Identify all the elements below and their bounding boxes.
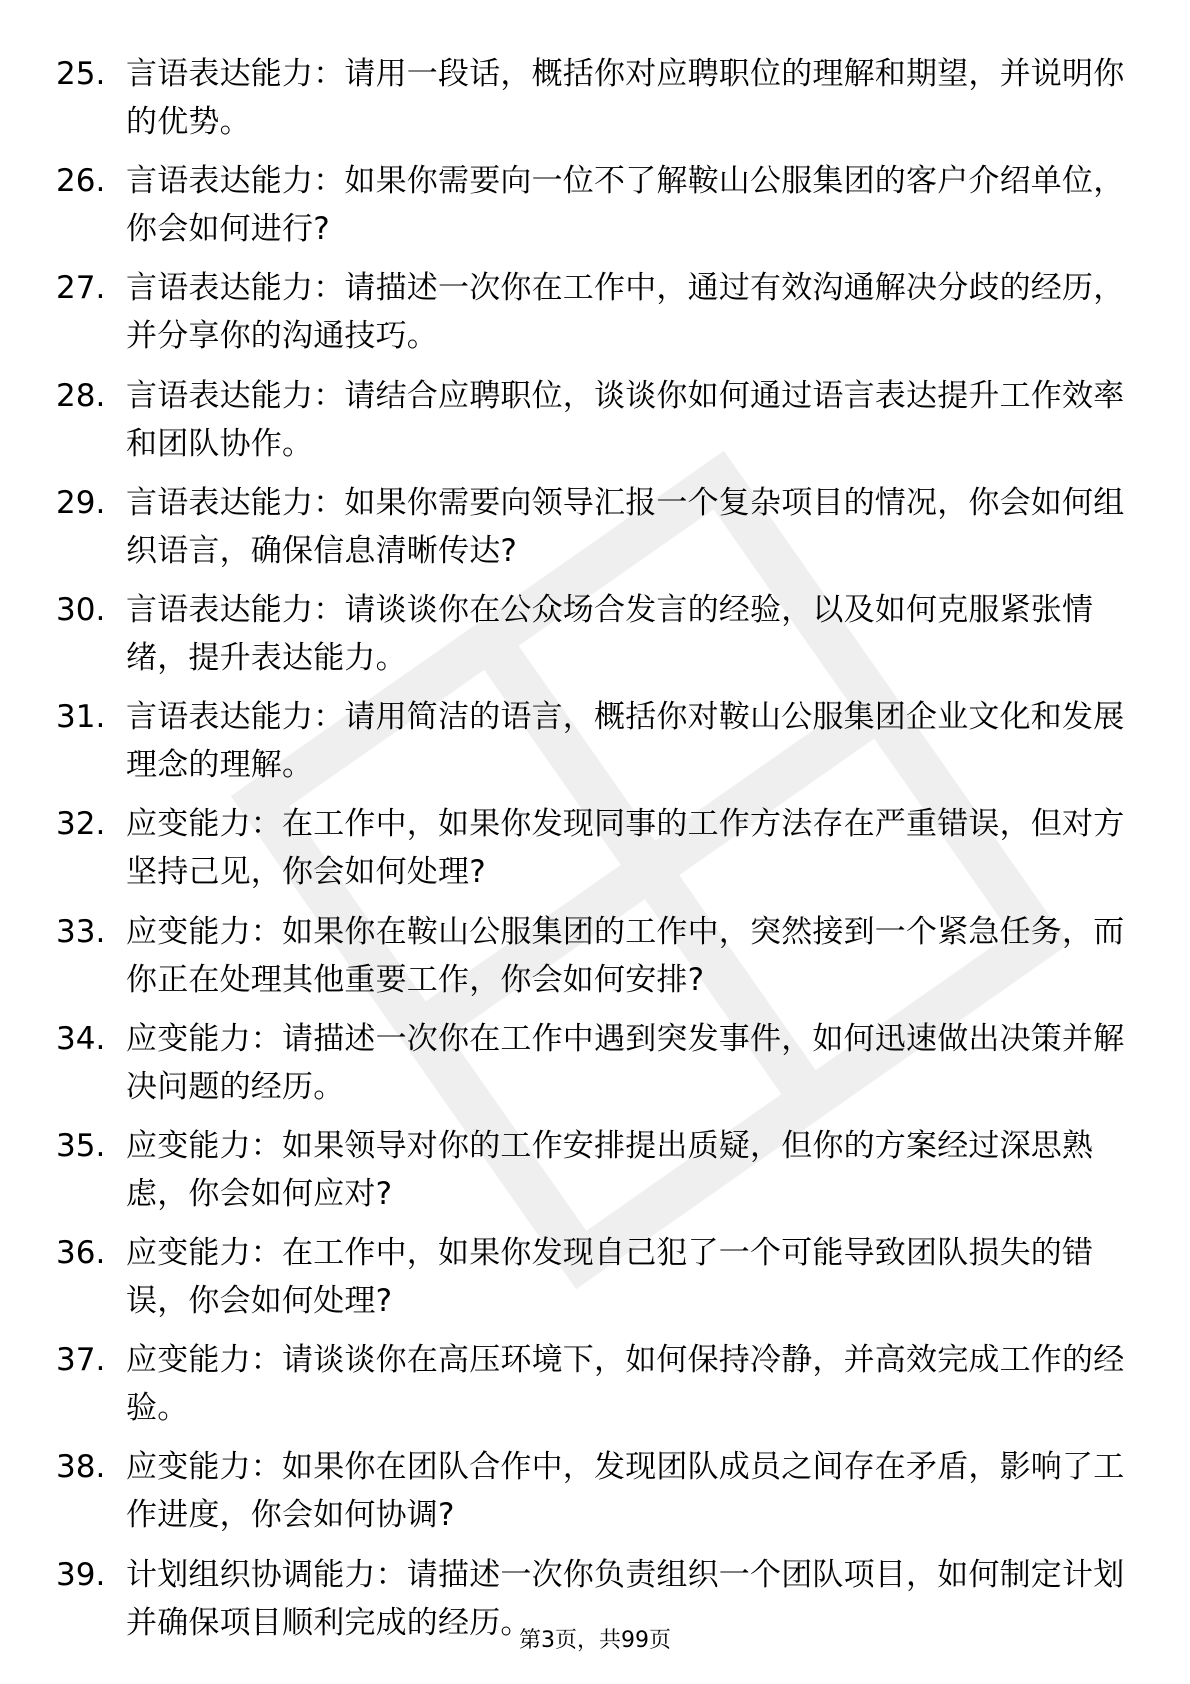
question-item [0,908,1190,1015]
question-number: 31. [56,699,106,736]
question-text: 言语表达能力：如果你需要向一位不了解鞍山公服集团的客户介绍单位，你会如何进行? [126,163,1125,248]
question-item [0,800,1190,907]
question-number: 26. [56,163,106,200]
question-item [0,157,1190,264]
question-text: 应变能力：如果领导对你的工作安排提出质疑，但你的方案经过深思熟虑，你会如何应对? [126,1127,1094,1212]
question-item [0,479,1190,586]
question-number: 36. [56,1235,106,1272]
question-item [0,1229,1190,1336]
question-item [0,1015,1190,1122]
question-item [0,1122,1190,1229]
question-number: 34. [56,1020,106,1057]
question-text: 言语表达能力：请用简洁的语言，概括你对鞍山公服集团企业文化和发展理念的理解。 [126,699,1125,784]
page-number: 第3页，共99页 [519,1628,671,1653]
question-text: 应变能力：在工作中，如果你发现自己犯了一个可能导致团队损失的错误，你会如何处理? [126,1235,1094,1320]
question-number: 32. [56,806,106,843]
question-text: 应变能力：在工作中，如果你发现同事的工作方法存在严重错误，但对方坚持己见，你会如何处理? [126,806,1125,891]
question-text: 言语表达能力：请描述一次你在工作中，通过有效沟通解决分歧的经历，并分享你的沟通技巧。 [126,270,1125,355]
question-text: 应变能力：请谈谈你在高压环境下，如何保持冷静，并高效完成工作的经验。 [126,1342,1125,1427]
question-text: 应变能力：请描述一次你在工作中遇到突发事件，如何迅速做出决策并解决问题的经历。 [126,1020,1125,1105]
question-number: 29. [56,484,106,521]
question-text: 言语表达能力：请结合应聘职位，谈谈你如何通过语言表达提升工作效率和团队协作。 [126,377,1125,462]
question-number: 38. [56,1449,106,1486]
question-item [0,1336,1190,1443]
question-text: 言语表达能力：如果你需要向领导汇报一个复杂项目的情况，你会如何组织语言，确保信息清晰传达? [126,484,1125,569]
question-item [0,50,1190,157]
question-item [0,372,1190,479]
question-text: 应变能力：如果你在团队合作中，发现团队成员之间存在矛盾，影响了工作进度，你会如何协调? [126,1449,1125,1534]
question-number: 33. [56,913,106,950]
question-item [0,586,1190,693]
question-text: 应变能力：如果你在鞍山公服集团的工作中，突然接到一个紧急任务，而你正在处理其他重要工作，你会如何安排? [126,913,1125,998]
question-number: 37. [56,1342,106,1379]
question-text: 计划组织协调能力：请描述一次你负责组织一个团队项目，如何制定计划并确保项目顺利完成的经历。 [126,1556,1125,1641]
question-item [0,693,1190,800]
question-number: 28. [56,377,106,414]
question-text: 言语表达能力：请用一段话，概括你对应聘职位的理解和期望，并说明你的优势。 [126,56,1125,140]
question-text: 言语表达能力：请谈谈你在公众场合发言的经验，以及如何克服紧张情绪，提升表达能力。 [126,591,1094,676]
question-number: 27. [56,270,106,307]
question-item [0,1443,1190,1550]
question-item [0,264,1190,371]
question-number: 30. [56,591,106,628]
question-number: 39. [56,1556,106,1593]
question-number: 35. [56,1127,106,1164]
question-list [0,50,1190,1658]
question-number: 25. [56,56,106,92]
